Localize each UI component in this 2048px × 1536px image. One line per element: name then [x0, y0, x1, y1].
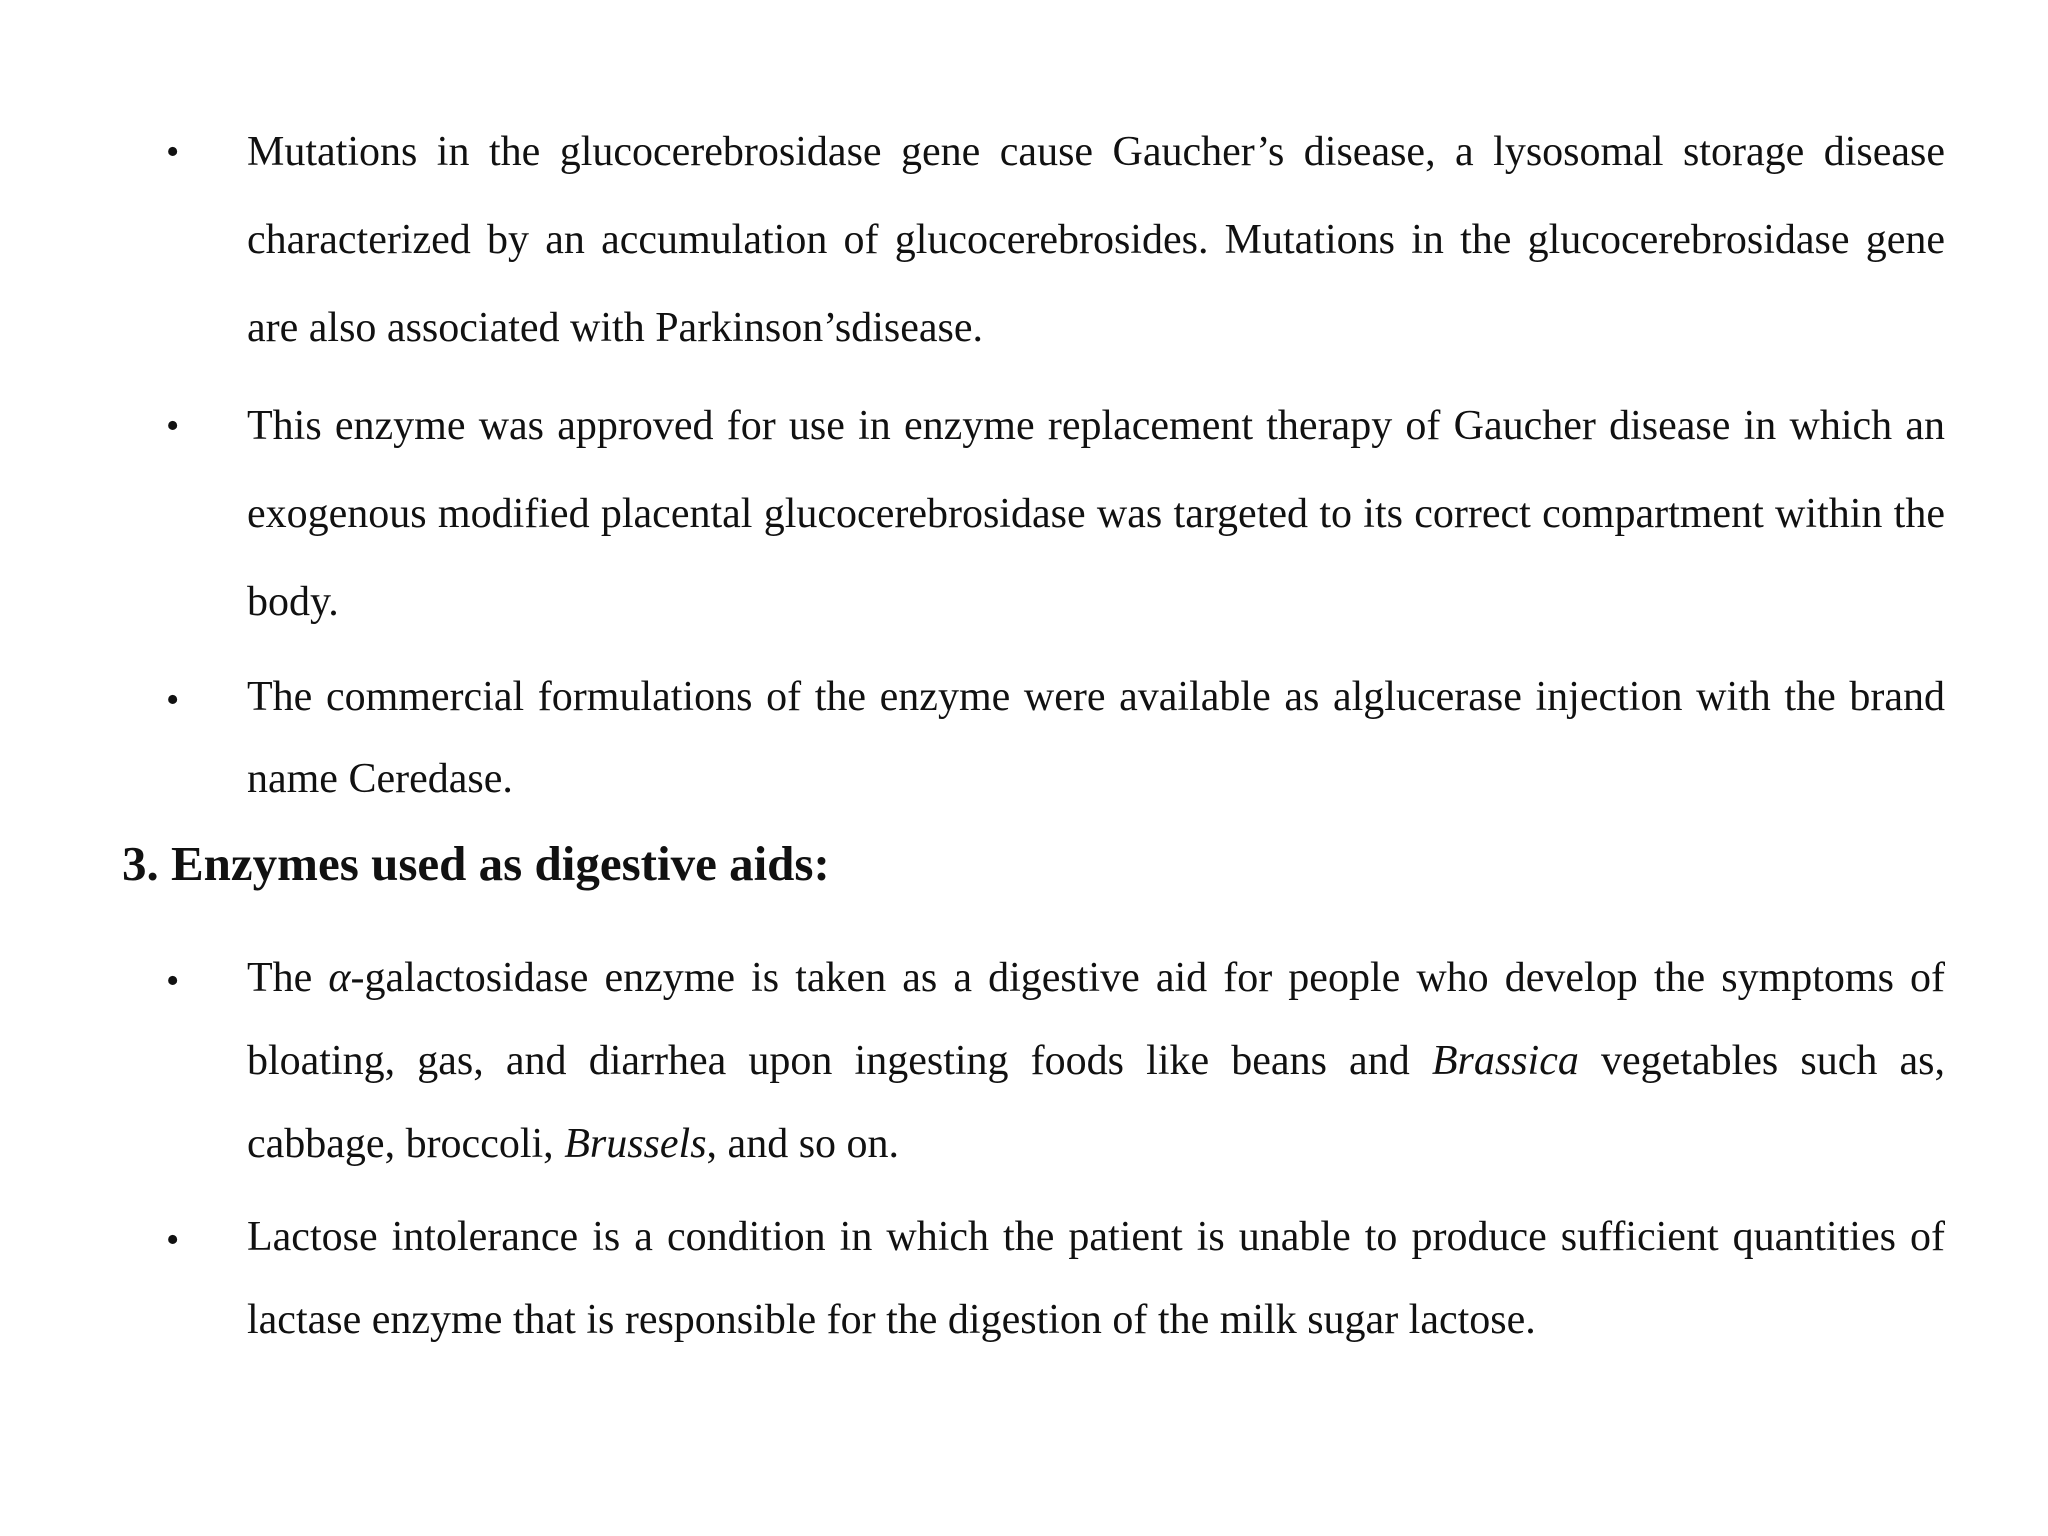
bullet-list-top	[0, 108, 2048, 830]
bullet-marker: •	[166, 960, 180, 1002]
bullet-marker: •	[166, 1219, 180, 1261]
bullet-text: Mutations in the glucocerebrosidase gene cause Gaucher’s disease, a lysosomal storage disease characterized by an accumulation of glucocerebrosides. Mutations in the glucocerebrosidase gene are also associated with Parkinson’sdisease.	[247, 129, 1945, 351]
text-run: -galactosidase enzyme is taken as a digestive aid for people who develop the symptoms of bloating, gas, and diarrhea upon ingesting foods like beans and	[247, 955, 1946, 1084]
list-item	[0, 1196, 2048, 1362]
bullet-marker: •	[166, 679, 180, 721]
italic-term: Brassica	[1431, 1038, 1579, 1084]
list-item	[0, 937, 2048, 1186]
bullet-text	[247, 937, 1945, 1186]
section-heading: 3. Enzymes used as digestive aids:	[122, 836, 830, 891]
bullet-text: Lactose intolerance is a condition in which the patient is unable to produce sufficient quantities of lactase enzyme that is responsible for the digestion of the milk sugar lactose.	[247, 1214, 1945, 1343]
list-item	[0, 108, 2048, 372]
bullet-text: The commercial formulations of the enzyme were available as alglucerase injection with the brand name Ceredase.	[247, 674, 1945, 802]
text-run: vegetables such as, cabbage, broccoli,	[247, 1038, 1945, 1167]
text-run: The	[247, 955, 329, 1001]
list-item	[0, 656, 2048, 820]
bullet-list-bottom	[0, 937, 2048, 1372]
bullet-text: This enzyme was approved for use in enzyme replacement therapy of Gaucher disease in which an exogenous modified placental glucocerebrosidase was targeted to its correct compartment within the body.	[247, 403, 1945, 625]
text-run: , and so on.	[706, 1121, 900, 1167]
bullet-marker: •	[166, 131, 180, 173]
bullet-marker: •	[166, 405, 180, 447]
list-item	[0, 382, 2048, 646]
italic-term: Brussels	[564, 1121, 707, 1167]
alpha-symbol: α	[328, 955, 351, 1001]
